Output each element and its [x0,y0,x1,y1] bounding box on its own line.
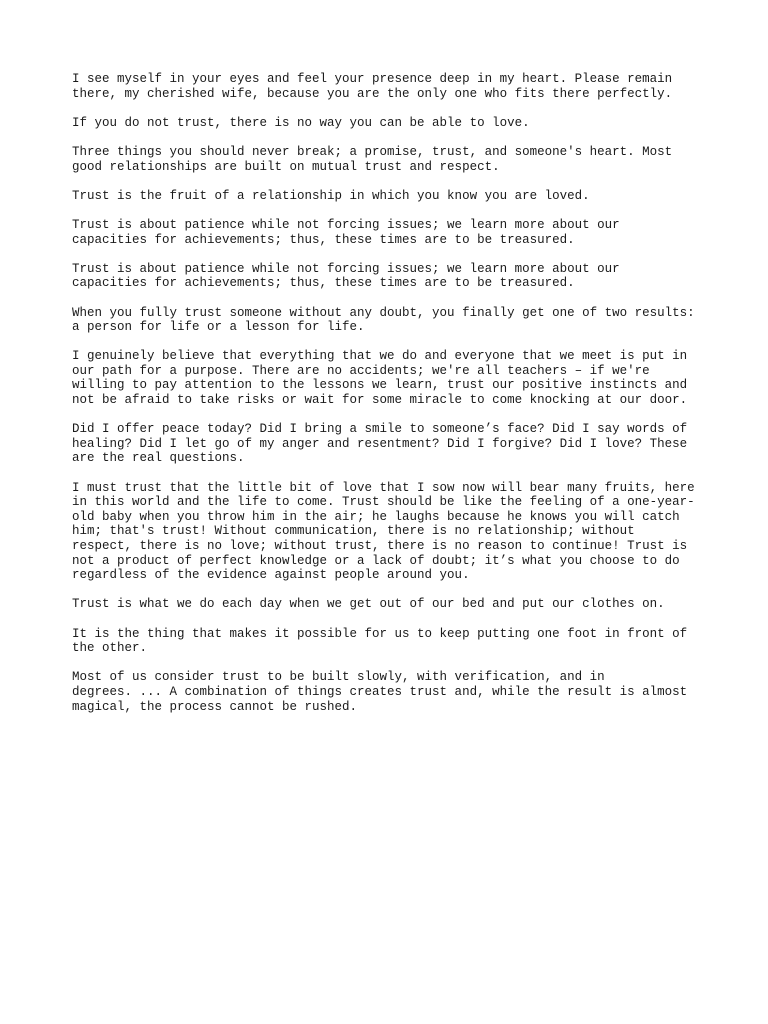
paragraph-1: I see myself in your eyes and feel your presence deep in my heart. Please remain there, my cherished wife, because you are the only one who fits there perfectly. [72,72,673,101]
paragraph-7: When you fully trust someone without any doubt, you finally get one of two results: a person for life or a lesson for life. [72,305,695,335]
paragraph-3: Three things you should never break; a promise, trust, and someone's heart. Most good relationships are built on mutual trust and respect. [72,144,673,174]
document-page [72,72,702,729]
paragraph-10: I must trust that the little bit of love that I sow now will bear many fruits, here in this world and the life to come. Trust should be like the feeling of a one-year- old baby when you throw him in the air; he laughs because he knows you will catch him; that's trust! Without communication, there is no relationship; without respect, there is no love; without trust, there is no reason to continue! Trust is not a product of perfect knowledge or a lack of doubt; it’s what you choose to do regardless of the evidence against people around you. [72,480,695,583]
paragraph-2: If you do not trust, there is no way you can be able to love. [72,115,530,130]
paragraph-11: Trust is what we do each day when we get out of our bed and put our clothes on. [72,597,665,612]
paragraph-9: Did I offer peace today? Did I bring a smile to someone’s face? Did I say words of healing? Did I let go of my anger and resentment? Did I forgive? Did I love? These are the real questions. [72,422,688,466]
paragraph-8: I genuinely believe that everything that we do and everyone that we meet is put in our path for a purpose. There are no accidents; we're all teachers – if we're willing to pay attention to the lessons we learn, trust our positive instincts and not be afraid to take risks or wait for some miracle to come knocking at our door. [72,349,688,408]
paragraph-4: Trust is the fruit of a relationship in which you know you are loved. [72,188,590,203]
paragraph-6: Trust is about patience while not forcing issues; we learn more about our capacities for achievements; thus, these times are to be treasured. [72,261,620,291]
paragraph-13: Most of us consider trust to be built slowly, with verification, and in degrees. ... A combination of things creates trust and, while the result is almost magical, the process cannot be rushed. [72,670,688,714]
paragraph-5: Trust is about patience while not forcing issues; we learn more about our capacities for achievements; thus, these times are to be treasured. [72,217,620,247]
paragraph-12: It is the thing that makes it possible for us to keep putting one foot in front of the other. [72,626,688,656]
